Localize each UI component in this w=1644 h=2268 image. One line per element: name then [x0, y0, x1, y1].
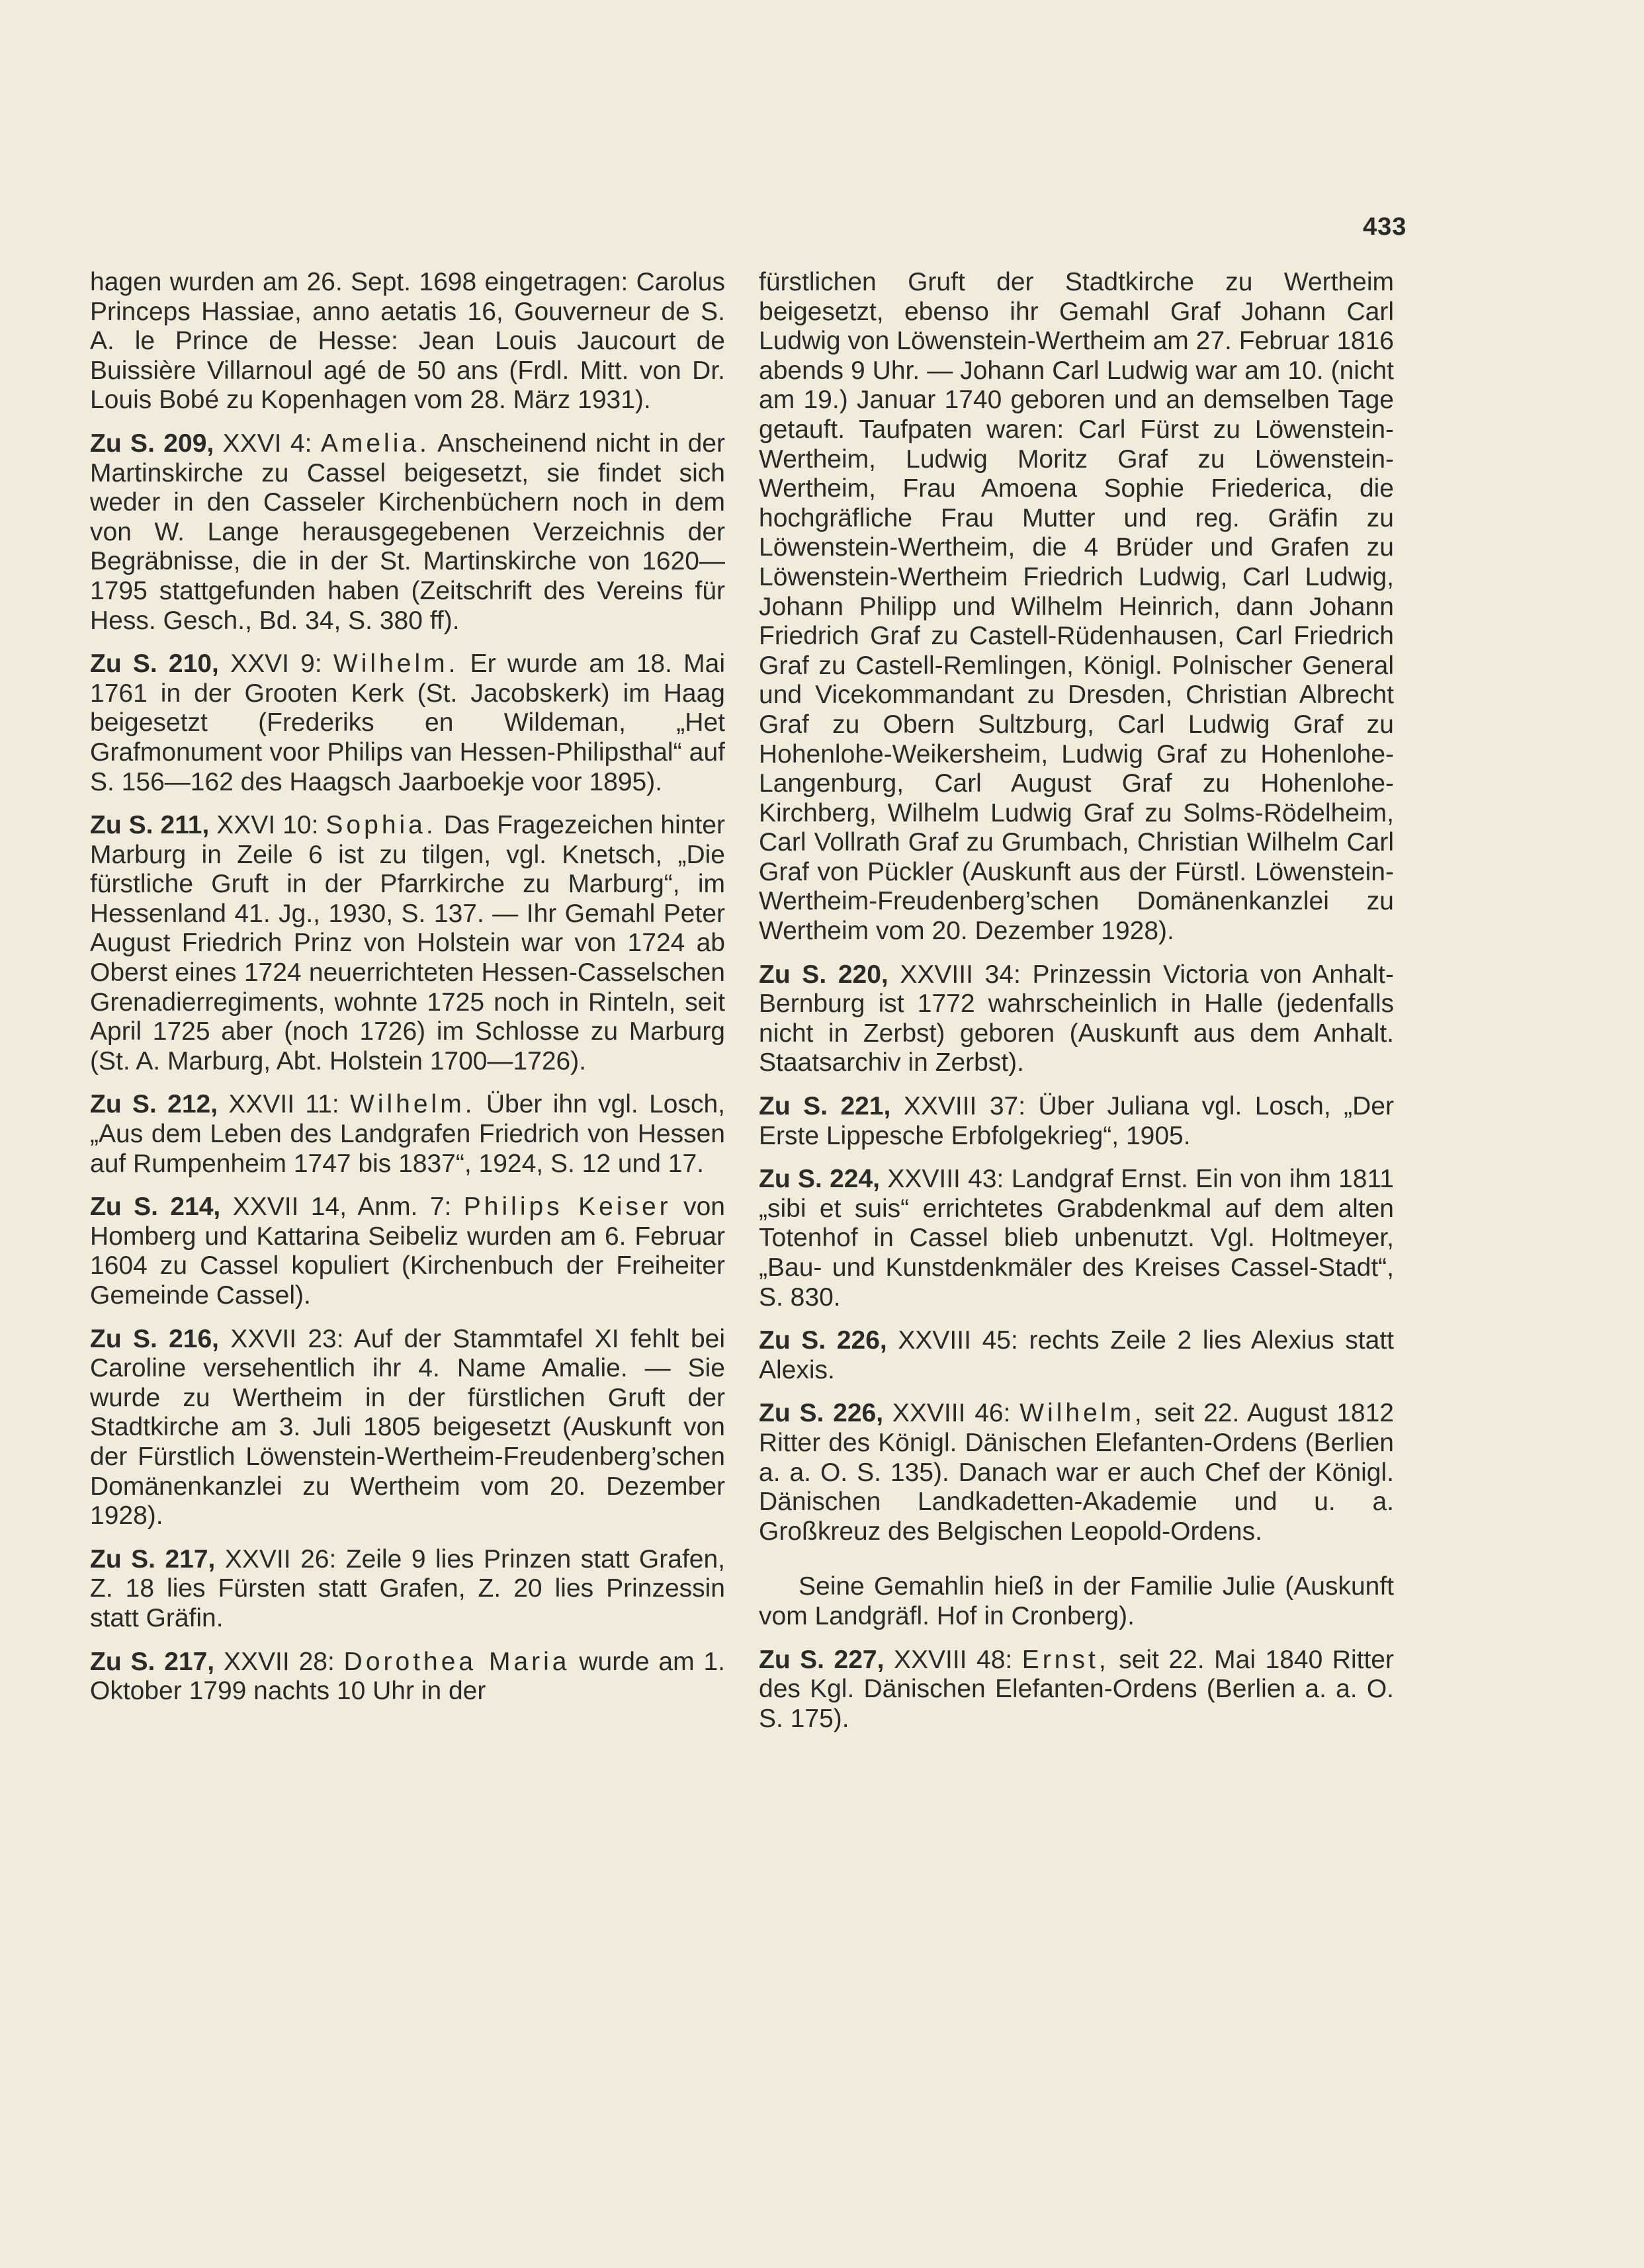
entry-text: von Homberg und Kattarina Seibeliz wurden am 6. Februar 1604 zu Cassel kopuliert (Kirchenbuch der Freiheiter Gemeinde Cassel). — [90, 1193, 725, 1310]
entry-s217-28 — [90, 1648, 725, 1706]
entry-location: XXVIII 48: — [884, 1645, 1022, 1674]
entry-ref: Zu S. 224, — [759, 1165, 881, 1194]
entry-text: wurde am 1. Oktober 1799 nachts 10 Uhr in der — [90, 1647, 725, 1706]
entry-s211 — [90, 811, 725, 1076]
entry-ref: Zu S. 210, — [90, 650, 219, 679]
entry-location: XXVII 11: — [218, 1090, 351, 1119]
entry-text: Auf der Stammtafel XI fehlt bei Caroline versehentlich ihr 4. Name Amalie. — Sie wurde zu Wertheim in der fürstlichen Gruft der Stadtkirche am 3. Juli 1805 beigesetzt (Auskunft von der Fürstlich Löwenstein-Wertheim-Freudenberg’schen Domänenkanzlei zu Wertheim vom 20. Dezember 1928). — [90, 1324, 725, 1531]
entry-s227 — [759, 1646, 1394, 1734]
entry-s209 — [90, 429, 725, 636]
entry-s216 — [90, 1325, 725, 1531]
entry-person: Philips Keiser — [463, 1193, 671, 1222]
entry-text: Er wurde am 18. Mai 1761 in der Grooten Kerk (St. Jacobskerk) im Haag beigesetzt (Frederiks en Wildeman, „Het Grafmonument voor Philips van Hessen-Philipsthal“ auf S. 156—162 des Haagsch Jaarboekje voor 1895). — [90, 650, 726, 796]
entry-location: XXVIII 45: — [887, 1326, 1029, 1355]
entry-person: Amelia. — [320, 429, 430, 458]
continued-paragraph: hagen wurden am 26. Sept. 1698 eingetragen: Carolus Princeps Hassiae, anno aetatis 16, Gouverneur de S. A. le Prince de Hesse: Jean Louis Jaucourt de Buissière Villarnoul agé de 50 ans (Frdl. Mitt. von Dr. Louis Bobé zu Kopenhagen vom 28. März 1931). — [90, 268, 725, 415]
entry-location: XXVII 26: — [215, 1544, 346, 1574]
page-number: 433 — [1363, 213, 1407, 241]
entry-text: Das Fragezeichen hinter Marburg in Zeile 6 ist zu tilgen, vgl. Knetsch, „Die fürstliche Gruft in der Pfarrkirche zu Marburg“, im Hessenland 41. Jg., 1930, S. 137. — Ihr Gemahl Peter August Friedrich Prinz von Holstein war von 1724 ab Oberst eines 1724 neuerrichteten Hessen-Casselschen Grenadierregiments, wohnte 1725 noch in Rinteln, seit April 1725 aber (noch 1726) im Schlosse zu Marburg (St. A. Marburg, Abt. Holstein 1700—1726). — [90, 811, 725, 1075]
entry-ref: Zu S. 216, — [90, 1324, 220, 1353]
entry-location: XXVI 4: — [214, 429, 321, 458]
entry-person: Dorothea Maria — [343, 1647, 570, 1676]
entry-s214 — [90, 1193, 725, 1310]
entry-ref: Zu S. 220, — [759, 960, 888, 989]
entry-ref: Zu S. 217, — [90, 1647, 215, 1676]
entry-ref: Zu S. 214, — [90, 1193, 221, 1222]
entry-s220 — [759, 960, 1394, 1078]
entry-text: rechts Zeile 2 lies Alexius statt Alexis. — [759, 1326, 1394, 1384]
entry-s212 — [90, 1090, 725, 1179]
entry-s226-45 — [759, 1326, 1394, 1385]
entry-person: Ernst, — [1021, 1645, 1109, 1674]
entry-text: seit 22. Mai 1840 Ritter des Kgl. Dänischen Elefanten-Ordens (Berlien a. a. O. S. 175). — [759, 1645, 1394, 1733]
entry-ref: Zu S. 221, — [759, 1092, 891, 1121]
entry-text: Zeile 9 lies Prinzen statt Grafen, Z. 18 lies Fürsten statt Grafen, Z. 20 lies Prinzessin statt Gräfin. — [90, 1544, 725, 1632]
entry-location: XXVII 14, Anm. 7: — [220, 1193, 464, 1222]
entry-location: XXVIII 46: — [883, 1399, 1020, 1428]
entry-person: Sophia. — [325, 811, 437, 840]
right-column — [759, 268, 1394, 1747]
entry-ref: Zu S. 212, — [90, 1090, 218, 1119]
entry-person: Wilhelm. — [333, 650, 459, 679]
entry-s226-46 — [759, 1399, 1394, 1546]
entry-ref: Zu S. 209, — [90, 429, 214, 458]
entry-s210 — [90, 650, 725, 797]
entry-ref: Zu S. 226, — [759, 1326, 887, 1355]
entry-s224 — [759, 1165, 1394, 1312]
entry-ref: Zu S. 227, — [759, 1645, 885, 1674]
entry-location: XXVIII 37: — [890, 1092, 1039, 1121]
left-column — [90, 268, 725, 1720]
entry-person: Wilhelm, — [1019, 1399, 1145, 1428]
indented-paragraph: Seine Gemahlin hieß in der Familie Julie (Auskunft vom Landgräfl. Hof in Cronberg). — [759, 1572, 1394, 1630]
entry-text: seit 22. August 1812 Ritter des Königl. Dänischen Elefanten-Ordens (Berlien a. a. O. S. 135). Danach war er auch Chef der Königl. Dänischen Landkadetten-Akademie und u. a. Großkreuz des Belgischen Leopold-Ordens. — [759, 1399, 1394, 1546]
entry-location: XXVII 23: — [219, 1324, 354, 1353]
entry-ref: Zu S. 211, — [90, 811, 210, 840]
entry-location: XXVII 28: — [214, 1647, 344, 1676]
entry-ref: Zu S. 226, — [759, 1399, 884, 1428]
entry-text: Über ihn vgl. Losch, „Aus dem Leben des Landgrafen Friedrich von Hessen auf Rumpenheim 1747 bis 1837“, 1924, S. 12 und 17. — [90, 1090, 725, 1178]
entry-text: Prinzessin Victoria von Anhalt-Bernburg ist 1772 wahrscheinlich in Halle (jedenfalls nicht in Zerbst) geboren (Auskunft aus dem Anhalt. Staatsarchiv in Zerbst). — [759, 960, 1394, 1077]
entry-location: XXVI 9: — [218, 650, 333, 679]
entry-s221 — [759, 1092, 1394, 1151]
entry-person: Wilhelm. — [350, 1090, 476, 1119]
entry-text: Über Juliana vgl. Losch, „Der Erste Lippesche Erbfolgekrieg“, 1905. — [759, 1092, 1394, 1150]
entry-s217-26 — [90, 1545, 725, 1634]
entry-text: Landgraf Ernst. Ein von ihm 1811 „sibi et suis“ errichtetes Grabdenkmal auf dem alten Totenhof in Cassel blieb unbenutzt. Vgl. Holtmeyer, „Bau- und Kunstdenkmäler des Kreises Cassel-Stadt“, S. 830. — [759, 1165, 1394, 1312]
entry-ref: Zu S. 217, — [90, 1544, 216, 1574]
entry-location: XXVIII 43: — [880, 1165, 1012, 1194]
entry-location: XXVI 10: — [209, 811, 326, 840]
entry-text: Anscheinend nicht in der Martinskirche zu Cassel beigesetzt, sie findet sich weder in den Casseler Kirchenbüchern noch in dem von W. Lange herausgegebenen Verzeichnis der Begräbnisse, die in der St. Martinskirche von 1620—1795 stattgefunden haben (Zeitschrift des Vereins für Hess. Gesch., Bd. 34, S. 380 ff). — [90, 429, 725, 635]
continued-paragraph: fürstlichen Gruft der Stadtkirche zu Wertheim beigesetzt, ebenso ihr Gemahl Graf Johann Carl Ludwig von Löwenstein-Wertheim am 27. Februar 1816 abends 9 Uhr. — Johann Carl Ludwig war am 10. (nicht am 19.) Januar 1740 geboren und an demselben Tage getauft. Taufpaten waren: Carl Fürst zu Löwenstein-Wertheim, Ludwig Moritz Graf zu Löwenstein-Wertheim, Frau Amoena Sophie Friederica, die hochgräfliche Frau Mutter und reg. Gräfin zu Löwenstein-Wertheim, die 4 Brüder und Grafen zu Löwenstein-Wertheim Friedrich Ludwig, Carl Ludwig, Johann Philipp und Wilhelm Heinrich, dann Johann Friedrich Graf zu Castell-Rüdenhausen, Carl Friedrich Graf zu Castell-Remlingen, Königl. Polnischer General und Vicekommandant zu Dresden, Christian Albrecht Graf zu Obern Sultzburg, Carl Ludwig Graf zu Hohenlohe-Weikersheim, Ludwig Graf zu Hohenlohe-Langenburg, Carl August Graf zu Hohenlohe-Kirchberg, Wilhelm Ludwig Graf zu Solms-Rödelheim, Carl Vollrath Graf zu Grumbach, Christian Wilhelm Carl Graf von Pückler (Auskunft aus der Fürstl. Löwenstein-Wertheim-Freudenberg’schen Domänenkanzlei zu Wertheim vom 20. Dezember 1928). — [759, 268, 1394, 946]
entry-location: XXVIII 34: — [888, 960, 1033, 989]
